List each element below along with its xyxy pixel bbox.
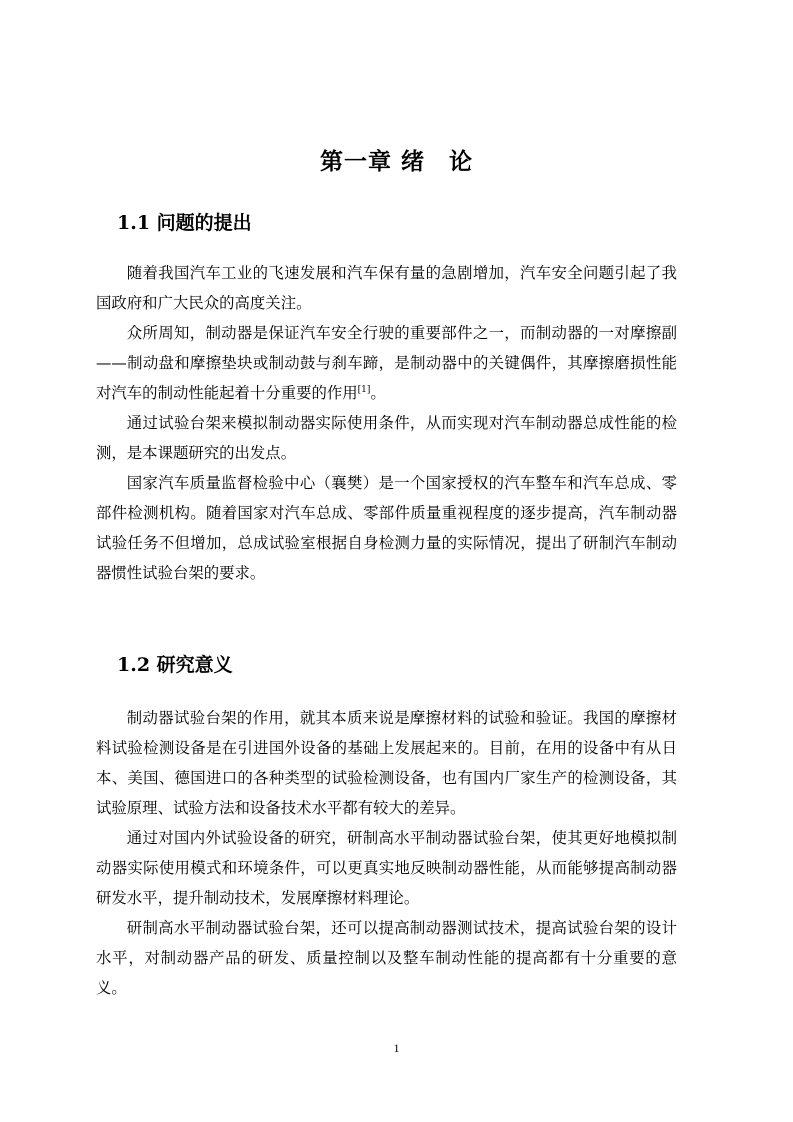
paragraph: 国家汽车质量监督检验中心（襄樊）是一个国家授权的汽车整车和汽车总成、零部件检测机构。随着国家对汽车总成、零部件质量重视程度的逐步提高，汽车制动器试验任务不但增加，总成试验室根据自身检测力量的实际情况，提出了研制汽车制动器惯性试验台架的要求。 (96, 474, 677, 582)
paragraph: 研制高水平制动器试验台架，还可以提高制动器测试技术，提高试验台架的设计水平，对制动器产品的研发、质量控制以及整车制动性能的提高都有十分重要的意义。 (96, 919, 677, 997)
paragraph: 制动器试验台架的作用，就其本质来说是摩擦材料的试验和验证。我国的摩擦材料试验检测设备是在引进国外设备的基础上发展起来的。目前，在用的设备中有从日本、美国、德国进口的各种类型的试验检测设备，也有国内厂家生产的检测设备，其试验原理、试验方法和设备技术水平都有较大的差异。 (96, 709, 677, 817)
section-1-2-body (96, 703, 677, 1003)
paragraph-end-punctuation: 。 (370, 384, 386, 402)
paragraph: 通过对国内外试验设备的研究，研制高水平制动器试验台架，使其更好地模拟制动器实际使用模式和环境条件，可以更真实地反映制动器性能，从而能够提高制动器研发水平，提升制动技术，发展摩擦材料理论。 (96, 829, 677, 907)
paragraph: 通过试验台架来模拟制动器实际使用条件，从而实现对汽车制动器总成性能的检测，是本课题研究的出发点。 (96, 414, 677, 462)
paragraph (96, 318, 677, 408)
citation-marker[interactable]: [1] (357, 384, 371, 395)
chapter-title: 第一章 绪 论 (319, 148, 473, 175)
section-heading-1-1: 1.1 问题的提出 (117, 212, 252, 234)
section-heading-1-2: 1.2 研究意义 (117, 654, 233, 676)
paragraph-text: 众所周知，制动器是保证汽车安全行驶的重要部件之一，而制动器的一对摩擦副——制动盘和摩擦垫块或制动鼓与刹车蹄，是制动器中的关键偶件，其摩擦磨损性能对汽车的制动性能起着十分重要的作用 (96, 324, 677, 402)
section-1-1-body (96, 258, 677, 588)
page-number: 1 (393, 1041, 400, 1055)
paragraph: 随着我国汽车工业的飞速发展和汽车保有量的急剧增加，汽车安全问题引起了我国政府和广大民众的高度关注。 (96, 264, 677, 312)
